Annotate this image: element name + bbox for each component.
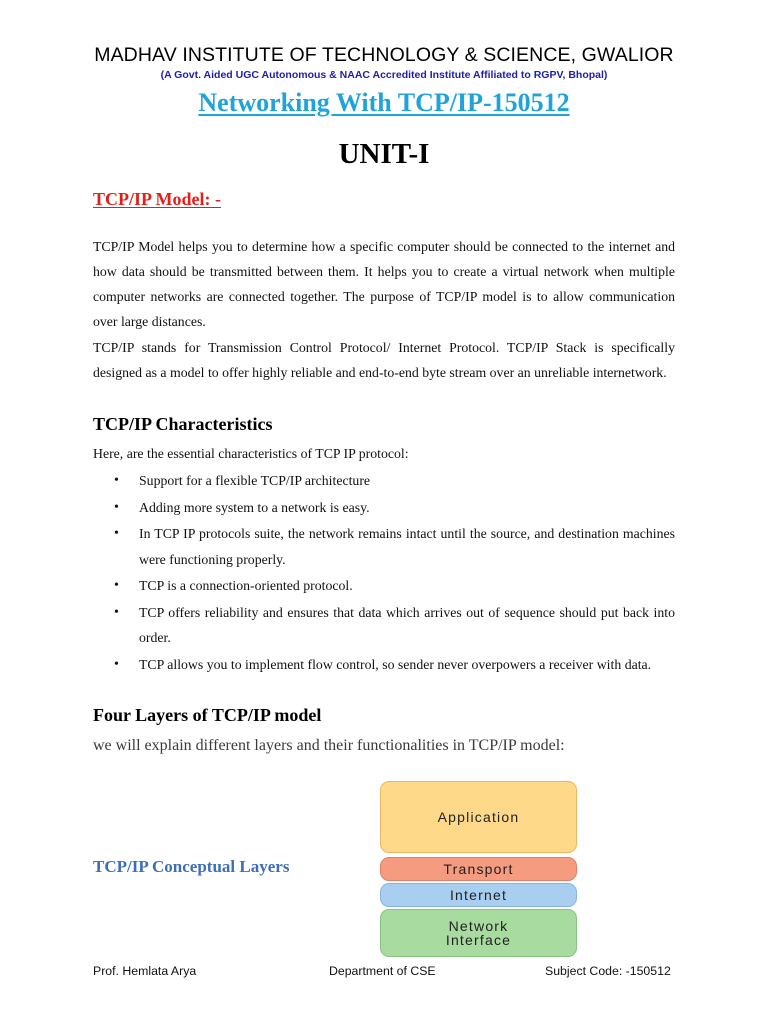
institute-subtitle: (A Govt. Aided UGC Autonomous & NAAC Accredited Institute Affiliated to RGPV, Bhopal) (160, 69, 608, 81)
list-item (93, 495, 675, 521)
list-item (93, 468, 675, 494)
footer-author: Prof. Hemlata Arya (93, 964, 197, 978)
network-interface-layer-box (380, 909, 577, 957)
bullet-icon: • (114, 526, 119, 541)
model-paragraph-2: TCP/IP stands for Transmission Control Protocol/ Internet Protocol. TCP/IP Stack is specifically designed as a model to offer highly reliable and end-to-end byte stream over an unreliable internetwork. (93, 340, 675, 380)
list-item-text: TCP allows you to implement flow control, so sender never overpowers a receiver with data. (139, 656, 652, 672)
internet-layer-box (380, 883, 577, 907)
four-layers-heading: Four Layers of TCP/IP model (93, 705, 322, 725)
list-item (93, 600, 675, 651)
characteristics-heading: TCP/IP Characteristics (93, 414, 273, 434)
characteristics-intro: Here, are the essential characteristics of TCP IP protocol: (93, 446, 409, 461)
institute-name: MADHAV INSTITUTE OF TECHNOLOGY & SCIENCE, GWALIOR (94, 44, 674, 66)
bullet-icon: • (114, 473, 119, 488)
internet-layer-label: Internet (449, 887, 508, 903)
layers-intro: we will explain different layers and their functionalities in TCP/IP model: (93, 737, 565, 754)
list-item-text: Adding more system to a network is easy. (139, 499, 370, 515)
list-item (93, 521, 675, 572)
list-item-text: Support for a flexible TCP/IP architecture (139, 473, 371, 488)
transport-layer-box (380, 857, 577, 881)
list-item-text: TCP is a connection-oriented protocol. (139, 578, 353, 593)
network-layer-label-line1: Network (448, 918, 509, 934)
course-title: Networking With TCP/IP-150512 (198, 88, 570, 117)
footer-subject-code: Subject Code: -150512 (545, 964, 671, 978)
bullet-icon: • (114, 578, 119, 593)
list-item-text: In TCP IP protocols suite, the network remains intact until the source, and destination machines were functioning properly. (139, 526, 675, 567)
list-item-text: TCP offers reliability and ensures that data which arrives out of sequence should put back into order. (139, 604, 675, 645)
characteristics-list (93, 468, 675, 678)
unit-heading: UNIT-I (338, 138, 430, 170)
application-layer-label: Application (437, 809, 520, 825)
list-item (93, 652, 675, 678)
model-paragraph-1: TCP/IP Model helps you to determine how a specific computer should be connected to the internet and how data should be transmitted between them. It helps you to create a virtual network when multiple computer networks are connected together. The purpose of TCP/IP model is to allow communication over large distances. (93, 239, 675, 329)
list-item (93, 573, 675, 599)
bullet-icon: • (114, 604, 119, 620)
network-layer-label-line2: Interface (445, 932, 512, 948)
bullet-icon: • (114, 499, 119, 515)
bullet-icon: • (114, 656, 119, 672)
tcpip-model-heading: TCP/IP Model: - (93, 189, 221, 209)
application-layer-box (380, 781, 577, 853)
transport-layer-label: Transport (443, 861, 514, 877)
footer-department: Department of CSE (329, 964, 436, 978)
conceptual-layers-caption: TCP/IP Conceptual Layers (93, 857, 290, 876)
